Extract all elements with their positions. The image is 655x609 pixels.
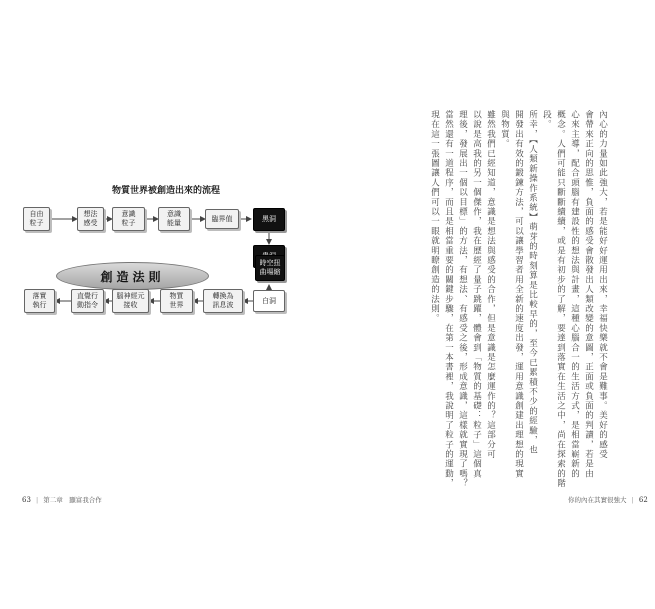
footer-right <box>568 495 648 504</box>
box-critical-value <box>205 209 239 229</box>
text-col-10: 以說是高我的另一個傑作，我在歷經了量子跳躍，體會到「物質的基礎：粒子」這個真 <box>471 110 482 479</box>
box-label: 落實執行 <box>32 292 47 309</box>
text-col-11: 理後，發展出一個以目標」的方法，有想法、有感受之後，形成意識，這樣就實現了嗎？ <box>457 110 468 489</box>
box-white-hole <box>253 290 285 312</box>
text-col-3: 心來主導，配合頭腦有建設性的想法與計畫，這種心腦合一的生活方式，是相當嶄新的 <box>569 110 580 479</box>
box-label: 意識粒子 <box>121 210 136 227</box>
footer-left <box>22 495 102 504</box>
footer-separator: | <box>36 496 39 504</box>
box-label: 腦神經元接收 <box>116 292 145 309</box>
text-col-8: 與物質。 <box>499 110 510 149</box>
text-col-4: 概念。人們可能只斷斷續續，或是有初步的了解，要達到落實在生活之中，尚在探索的階 <box>555 110 566 489</box>
box-label: 時空扭曲場縮 <box>259 259 281 276</box>
right-page-number: 62 <box>638 496 648 504</box>
text-col-13: 現在這一張圖讓人們可以一眼就明瞭創造的法則。 <box>429 110 440 324</box>
text-col-6: 所幸，【人類新操作系統】萌芽的時刻算是比較早的，至今已累積不少的經驗，也 <box>527 110 538 455</box>
box-consciousness-energy <box>158 207 190 231</box>
box-label: 轉換為訊息波 <box>212 292 234 309</box>
right-book-title: 你的內在其實很強大 <box>568 496 627 504</box>
box-label: 白洞 <box>262 296 276 305</box>
box-label: 物質世界 <box>169 292 184 309</box>
box-info-wave <box>203 289 243 313</box>
text-col-5: 段。 <box>541 110 552 130</box>
box-label: 想法感受 <box>83 210 98 227</box>
creation-law-label: 創造法則 <box>56 262 209 290</box>
diagram-title: 物質世界被創造出來的流程 <box>111 186 220 196</box>
box-consciousness-particle <box>112 207 145 231</box>
text-col-2: 會帶來正向的思惟，負面的感受會散發出人類改變的意圖，正面或負面的判讀，若是由 <box>583 110 594 479</box>
box-time-space-twist <box>255 255 285 281</box>
text-col-1: 內心的力量如此強大，若是能好好運用出來，幸福快樂就不會是難事。美好的感受 <box>597 110 608 460</box>
text-col-7: 開發出有效的鍛鍊方法，可以讓學習者用全新的速度出發，運用意識創建出理想的現實 <box>513 110 524 479</box>
left-page-number: 63 <box>22 496 31 504</box>
footer-separator: | <box>631 496 634 504</box>
text-col-9: 雖然我們已經知道，意識是想法與感受的合作，但是意識是怎麼運作的？這部分可 <box>485 110 496 460</box>
box-execute <box>24 289 55 313</box>
box-intuition-command <box>71 289 104 313</box>
text-col-12: 當然還有一道程序，而且是相當重要的關鍵步驟，在第一本書裡，我說明了粒子的運動， <box>443 110 454 489</box>
box-free-particle <box>23 207 50 231</box>
box-label: 直覺行動指令 <box>77 292 98 309</box>
box-black-hole <box>253 208 285 231</box>
box-material-world <box>160 289 193 313</box>
box-label: 黑洞 <box>262 215 276 223</box>
box-thought-feeling <box>77 207 104 231</box>
box-label: 意識能量 <box>167 210 181 227</box>
left-chapter-title: 第二章 顯富我合作 <box>43 496 102 504</box>
box-label: 自由粒子 <box>29 210 44 227</box>
box-neuron-receive <box>112 289 149 313</box>
box-label: 臨界值 <box>211 214 233 223</box>
